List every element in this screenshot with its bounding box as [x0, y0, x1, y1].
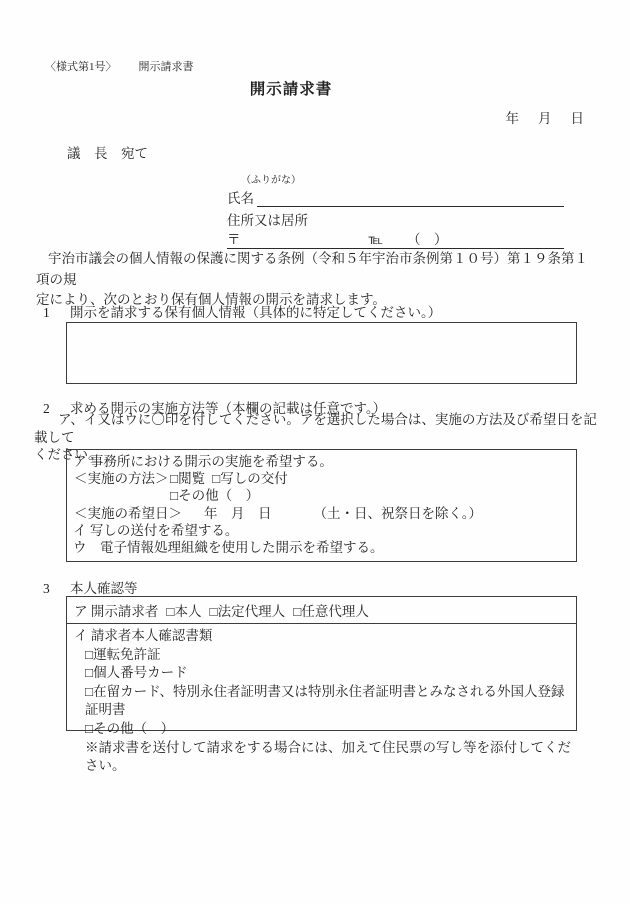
date-year-label: 年	[505, 111, 519, 126]
section1-heading	[43, 301, 441, 321]
section1-title: 開示を請求する保有個人情報（具体的に特定してください。）	[70, 305, 442, 320]
checkbox-mynumber-card[interactable]: □個人番号カード	[85, 665, 188, 681]
postal-mark: 〒	[227, 232, 241, 247]
section1-number: 1	[43, 305, 50, 320]
intro-line: 定により、次のとおり保有個人情報の開示を請求します。	[36, 292, 386, 307]
instruction-line: ア、イ又はウに〇印を付してください。アを選択した場合は、実施の方法及び希望日を記載して	[34, 412, 597, 445]
requester-type-label: ア 開示請求者	[74, 604, 159, 619]
verification-documents-list	[67, 624, 576, 776]
option-b-copy-mailing[interactable]: イ 写しの送付を希望する。	[73, 522, 239, 538]
tel-parens: （ ）	[407, 232, 448, 247]
tel-label: ℡	[368, 232, 384, 247]
date-day-label: 日	[570, 111, 584, 126]
checkbox-inspection[interactable]: □閲覧	[170, 471, 206, 487]
name-row	[227, 188, 564, 207]
option-a-office-disclosure[interactable]: ア 事務所における開示の実施を希望する。	[73, 454, 333, 469]
desired-date-row	[74, 505, 576, 522]
checkbox-drivers-license[interactable]: □運転免許証	[85, 646, 161, 662]
requested-info-entry-box[interactable]	[66, 322, 577, 384]
method-label: ＜実施の方法＞	[74, 471, 169, 487]
form-meta	[45, 58, 194, 74]
desired-date-note: （土・日、祝祭日を除く。）	[313, 505, 482, 521]
form-number: 〈様式第1号〉	[45, 61, 117, 73]
checkbox-copy-delivery[interactable]: □写しの交付	[212, 471, 288, 487]
section3-number: 3	[43, 581, 50, 596]
requester-type-row	[67, 597, 576, 624]
desired-date-label: ＜実施の希望日＞	[74, 505, 182, 521]
mailing-note: ※請求書を送付して請求をする場合には、加えて住民票の写し等を添付してください。	[85, 739, 571, 774]
page-title: 開示請求書	[249, 81, 333, 98]
checkbox-self[interactable]: □本人	[166, 604, 202, 619]
instruction-line: ください。	[34, 447, 102, 462]
furigana-label: （ふりがな）	[241, 175, 301, 186]
identity-verification-box	[66, 596, 577, 774]
section3-title: 本人確認等	[70, 581, 138, 596]
checkbox-voluntary-representative[interactable]: □任意代理人	[293, 604, 369, 619]
desired-date-fields[interactable]: 年 月 日	[204, 505, 272, 521]
form-name: 開示請求書	[138, 61, 194, 73]
checkbox-residence-card[interactable]: □在留カード、特別永住者証明書又は特別永住者証明書とみなされる外国人登録証明書	[85, 683, 565, 718]
address-row: 住所又は居所	[227, 213, 308, 228]
name-fill-line[interactable]	[257, 189, 564, 207]
verification-documents-title: イ 請求者本人確認書類	[74, 628, 213, 643]
date-month-label: 月	[538, 111, 552, 126]
checkbox-other-method[interactable]: □その他（ ）	[170, 488, 260, 504]
section3-heading	[43, 577, 138, 597]
intro-line: 宇治市議会の個人情報の保護に関する条例（令和５年宇治市条例第１０号）第１９条第１項の規	[36, 251, 588, 287]
section2-title: 求める開示の実施方法等（本欄の記載は任意です。）	[70, 401, 387, 416]
date-line	[506, 107, 585, 127]
applicant-block	[227, 171, 564, 249]
method-row	[74, 470, 576, 487]
checkbox-legal-representative[interactable]: □法定代理人	[209, 604, 286, 619]
checkbox-other-document[interactable]: □その他（ ）	[85, 720, 175, 736]
section2-number: 2	[43, 401, 50, 416]
name-label: 氏名	[227, 191, 254, 206]
disclosure-method-box	[66, 449, 577, 562]
postal-tel-row[interactable]	[227, 230, 564, 249]
addressee-label: 議 長 宛て	[67, 146, 148, 161]
option-c-electronic-disclosure[interactable]: ウ 電子情報処理組織を使用した開示を希望する。	[73, 540, 384, 556]
